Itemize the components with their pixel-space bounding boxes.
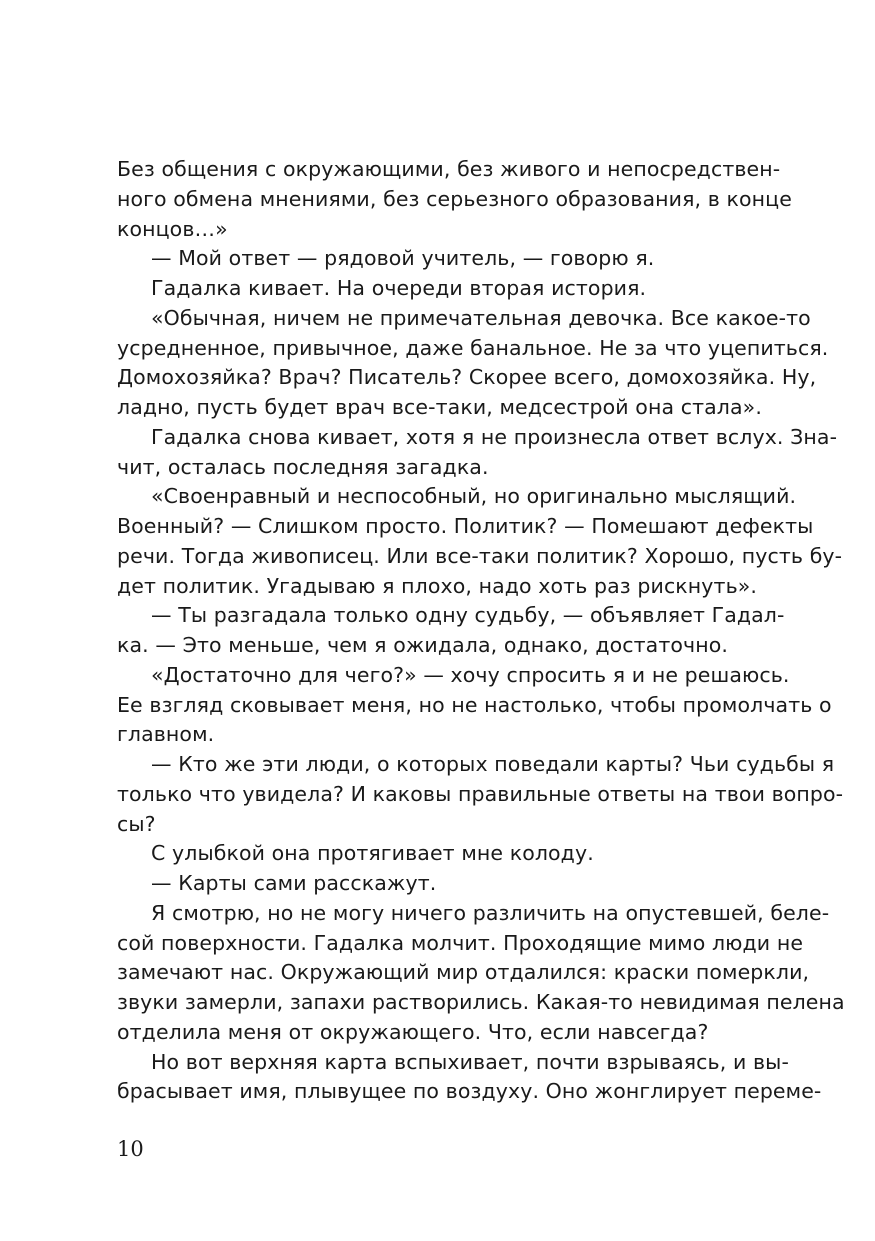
paragraph — [117, 661, 832, 750]
text-line: — Ты разгадала только одну судьбу, — объявляет Гадал- — [151, 603, 785, 628]
text-line: ного обмена мнениями, без серьезного образования, в конце — [117, 186, 792, 211]
text-line: Но вот верхняя карта вспыхивает, почти взрываясь, и вы- — [151, 1049, 789, 1074]
text-line: дет политик. Угадываю я плохо, надо хоть раз рискнуть». — [117, 573, 758, 598]
paragraph — [117, 423, 838, 483]
text-line: — Кто же эти люди, о которых поведали карты? Чьи судьбы я — [151, 752, 835, 776]
text-line: «Достаточно для чего?» — хочу спросить я и не решаюсь. — [151, 662, 790, 687]
text-line: отделила меня от окружающего. Что, если навсегда? — [117, 1019, 709, 1044]
paragraph — [117, 244, 778, 274]
text-line: — Мой ответ — рядовой учитель, — говорю я. — [151, 246, 655, 271]
text-line: Ее взгляд сковывает меня, но не настолько, чтобы промолчать о — [117, 692, 832, 717]
text-line: Военный? — Слишком просто. Политик? — Помешают дефекты — [117, 514, 814, 538]
text-line: Без общения с окружающими, без живого и непосредствен- — [117, 157, 781, 181]
paragraph — [117, 750, 844, 839]
paragraph — [117, 839, 778, 869]
paragraph — [117, 482, 843, 601]
text-line: чит, осталась последняя загадка. — [117, 454, 489, 479]
paragraph — [117, 869, 778, 899]
text-line: сы? — [117, 811, 156, 836]
text-line: Гадалка кивает. На очереди вторая история. — [151, 276, 647, 300]
text-line: ка. — Это меньше, чем я ожидала, однако, достаточно. — [117, 633, 728, 657]
text-line: «Обычная, ничем не примечательная девочка. Все какое-то — [151, 305, 811, 330]
text-line: главном. — [117, 722, 215, 747]
paragraph — [117, 1048, 822, 1108]
text-line: только что увидела? И каковы правильные ответы на твои вопро- — [117, 781, 844, 806]
body-text — [117, 155, 845, 1107]
text-line: С улыбкой она протягивает мне колоду. — [151, 841, 594, 866]
paragraph — [117, 601, 785, 661]
text-line: Домохозяйка? Врач? Писатель? Скорее всего, домохозяйка. Ну, — [117, 365, 817, 390]
text-line: усредненное, привычное, даже банальное. Не за что уцепиться. — [117, 335, 829, 360]
text-line: брасывает имя, плывущее по воздуху. Оно жонглирует переме- — [117, 1079, 822, 1104]
paragraph — [117, 899, 845, 1048]
text-line: ладно, пусть будет врач все-таки, медсестрой она стала». — [117, 395, 762, 419]
text-line: Я смотрю, но не могу ничего различить на опустевшей, беле- — [151, 900, 830, 925]
text-line: замечают нас. Окружающий мир отдалился: краски померкли, — [117, 960, 810, 985]
text-line: звуки замерли, запахи растворились. Какая-то невидимая пелена — [117, 990, 845, 1014]
paragraph — [117, 304, 829, 423]
text-line: концов…» — [117, 216, 228, 241]
text-line: Гадалка снова кивает, хотя я не произнесла ответ вслух. Зна- — [151, 424, 838, 449]
paragraph — [117, 274, 778, 304]
text-line: сой поверхности. Гадалка молчит. Проходящие мимо люди не — [117, 930, 804, 955]
paragraph — [117, 155, 792, 244]
text-line: — Карты сами расскажут. — [151, 871, 437, 895]
page-number: 10 — [117, 1137, 144, 1161]
text-line: речи. Тогда живописец. Или все-таки политик? Хорошо, пусть бу- — [117, 543, 843, 568]
text-line: «Своенравный и неспособный, но оригинально мыслящий. — [151, 484, 797, 509]
